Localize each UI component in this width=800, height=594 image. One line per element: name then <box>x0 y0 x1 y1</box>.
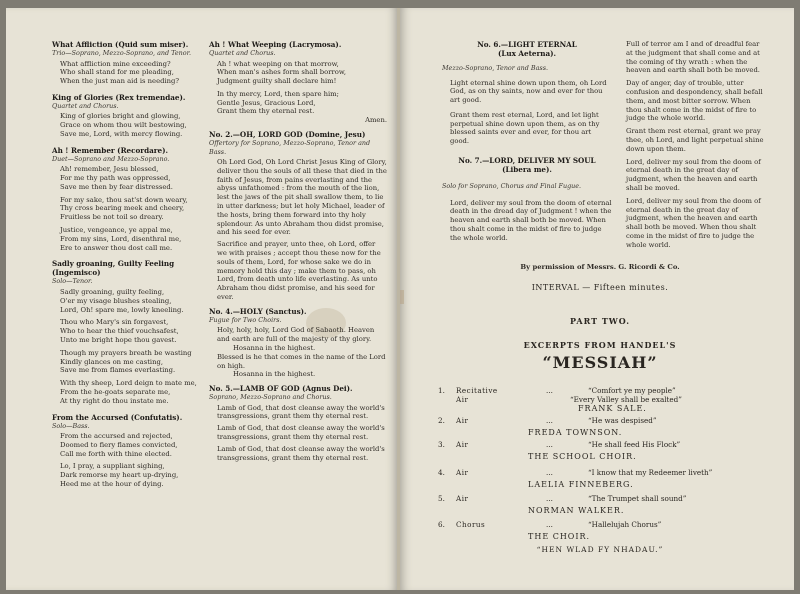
paragraph: Day of anger, day of trouble, utter confusion and despondency, shall befall them, and most bitter sorrow. When thou shalt come in the midst of fire to judge the whole world. <box>626 79 763 123</box>
verse-line: With thy sheep, Lord deign to mate me, <box>60 379 197 388</box>
programme-item <box>438 520 758 544</box>
verse-line: When man's ashes form shall borrow, <box>217 68 346 77</box>
verse-block <box>209 60 387 117</box>
section-title: No. 7.—LORD, DELIVER MY SOUL <box>458 156 596 166</box>
item-type: Air <box>456 395 469 404</box>
verse-line: Justice, vengeance, ye appal me, <box>60 226 173 235</box>
paragraph: Hosanna in the highest. <box>233 370 316 379</box>
programme-item <box>438 494 758 518</box>
verse-line: Who to hear the thief vouchsafest, <box>60 327 179 336</box>
item-title: “The Trumpet shall sound” <box>588 494 687 503</box>
verse-line: Who shall stand for me pleading, <box>60 68 174 77</box>
paragraph: Grant them rest eternal, grant we pray thee, oh Lord, and light perpetual shine down upon them. <box>626 127 764 153</box>
permission-note: By permission of Messrs. G. Ricordi & Co. <box>520 263 680 271</box>
interval-note: INTERVAL — Fifteen minutes. <box>531 283 669 292</box>
verse-line: For me thy path was oppressed, <box>60 174 171 183</box>
section-title-latin: (Libera me). <box>502 165 552 175</box>
section-subtitle: Solo—Bass. <box>52 421 90 430</box>
verse-line: Grant them thy eternal rest. <box>217 107 315 116</box>
item-number: 5. <box>438 494 445 503</box>
section-title: No. 6.—LIGHT ETERNAL <box>477 40 577 49</box>
section-subtitle: Solo for Soprano, Chorus and Final Fugue. <box>442 182 582 191</box>
verse-line: Ah ! what weeping on that morrow, <box>217 59 339 68</box>
excerpts-heading: EXCERPTS FROM HANDEL'S <box>523 340 677 350</box>
verse-block <box>52 432 202 489</box>
section-subtitle: Mezzo-Soprano, Tenor and Bass. <box>442 64 549 72</box>
verse-line: Thou who Mary's sin forgavest, <box>60 318 169 327</box>
left-column-1 <box>52 40 202 489</box>
paragraph: Lamb of God, that dost cleanse away the world's transgressions, grant them thy eternal rest. <box>217 403 385 421</box>
section-subtitle: Solo—Tenor. <box>52 277 93 286</box>
verse-line: From the accursed and rejected, <box>60 432 173 441</box>
item-title: “He shall feed His Flock” <box>588 440 681 449</box>
paragraph: Blessed is he that comes in the name of the Lord on high. <box>217 352 386 370</box>
section-title: King of Glories (Rex tremendae). <box>52 92 186 102</box>
section-title: No. 2.—OH, LORD GOD (Domine, Jesu) <box>209 130 366 140</box>
verse-line: Thy cross bearing meek and cheery, <box>60 204 185 213</box>
performer-name: THE CHOIR. <box>528 532 591 541</box>
dot-leader: ... <box>546 416 553 425</box>
amen-text: Amen. <box>365 116 387 125</box>
verse-line: Ere to answer thou dost call me. <box>60 243 173 252</box>
part-heading: PART TWO. <box>569 316 631 326</box>
programme-item <box>438 386 758 413</box>
verse-line: Dark remorse my heart up-drying, <box>60 471 179 480</box>
performer-name: THE SCHOOL CHOIR. <box>528 452 637 461</box>
item-number: 2. <box>438 416 445 425</box>
item-type: Air <box>456 468 469 477</box>
verse-line: Call me forth with thine elected. <box>60 449 172 458</box>
verse-line: Save me then by fear distressed. <box>60 182 173 191</box>
verse-line: Doomed to fiery flames convicted, <box>60 440 178 449</box>
paragraph: Oh Lord God, Oh Lord Christ Jesus King of Glory, deliver thou the souls of all these that died in the faith of Jesus, from pains everlasting and the abyss unfathomed : from the mouth of the lion, lest the jaws of the pit shall swallow them, to lie in utter darkness; but let holy Michael, leader of the hosts, bring them forward into thy holy splendour. As unto Abraham thou didst promise, and his seed for ever. <box>217 158 387 237</box>
programme-item <box>438 440 758 464</box>
item-type: Air <box>456 440 469 449</box>
item-title: “Every Valley shall be exalted” <box>570 395 682 404</box>
verse-line: In thy mercy, Lord, then spare him; <box>217 89 339 98</box>
performer-name: LAELIA FINNEBERG. <box>528 480 634 489</box>
verse-line: Kindly glances on me casting, <box>60 357 163 366</box>
verse-line: At thy right do thou instate me. <box>60 396 169 405</box>
verse-line: Gentle Jesus, Gracious Lord, <box>217 98 316 107</box>
section-title-latin: (Lux Aeterna). <box>497 49 557 58</box>
programme-item <box>438 468 758 492</box>
section-subtitle: Quartet and Chorus. <box>209 49 276 57</box>
verse-line: Unto me bright hope thou gavest. <box>60 335 177 344</box>
dot-leader: ... <box>546 494 553 503</box>
paragraph: Full of terror am I and of dreadful fear at the judgment that shall come and at the coming of thy wrath : when the heaven and earth shall both be moved. <box>626 40 760 75</box>
performer-name: FRANK SALE. <box>578 404 647 413</box>
verse-block <box>52 288 202 406</box>
verse-line: Ah! remember, Jesu blessed, <box>60 165 159 174</box>
item-number: 1. <box>438 386 445 395</box>
verse-line: Though my prayers breath be wasting <box>60 348 192 357</box>
right-column-1 <box>442 40 612 243</box>
paragraph: Lord, deliver my soul from the doom of eternal death in the great day of judgment, when the heaven and earth shall both be moved. When thou shalt come in the midst of fire to judge the whole world. <box>626 196 761 249</box>
verse-line: Heed me at the hour of dying. <box>60 480 164 488</box>
item-number: 6. <box>438 520 445 529</box>
verse-line: Save me, Lord, with mercy flowing. <box>60 129 183 138</box>
item-type: Air <box>456 494 469 503</box>
verse-line: When the just man aid is needing? <box>60 77 179 86</box>
item-title: “Comfort ye my people” <box>588 386 676 395</box>
messiah-title: “MESSIAH” <box>542 353 658 372</box>
section-subtitle: Quartet and Chorus. <box>52 101 119 110</box>
right-column-2 <box>618 40 764 250</box>
paragraph: Sacrifice and prayer, unto thee, oh Lord, offer we with praises ; accept thou these now for the souls of them, Lord, for whose sake we do in memory hold this day ; make them to pass, oh Lord, from death unto life everlasting. As unto Abraham thou didst promise, and his seed for ever. <box>217 240 381 302</box>
dot-leader: ... <box>546 520 553 529</box>
dot-leader: ... <box>546 440 553 449</box>
section-subtitle: Fugue for Two Choirs. <box>209 315 282 324</box>
verse-line: King of glories bright and glowing, <box>60 112 181 121</box>
verse-line: Lo, I pray, a suppliant sighing, <box>60 462 165 471</box>
section-subtitle: Duet—Soprano and Mezzo-Soprano. <box>52 154 170 163</box>
verse-block <box>52 165 202 252</box>
verse-line: Save me from flames everlasting. <box>60 366 176 375</box>
performer-name: NORMAN WALKER. <box>528 506 625 515</box>
left-page <box>6 8 398 590</box>
verse-line: Sadly groaning, guilty feeling, <box>60 287 165 296</box>
item-title: “Hallelujah Chorus” <box>588 520 662 529</box>
verse-line: From my sins, Lord, disenthral me, <box>60 234 182 243</box>
paragraph: Light eternal shine down upon them, oh Lord God, as on thy saints, now and ever for thou art good. <box>450 78 607 105</box>
section-subtitle: Offertory for Soprano, Mezzo-Soprano, Tenor and Bass. <box>209 139 371 156</box>
performer-name: FREDA TOWNSON. <box>528 428 623 437</box>
section-subtitle: Trio—Soprano, Mezzo-Soprano, and Tenor. <box>52 49 192 57</box>
verse-line: Judgment guilty shall declare him! <box>217 77 337 86</box>
verse-line: For my sake, thou sat'st down weary, <box>60 195 188 204</box>
section-title: From the Accursed (Confutatis). <box>52 412 183 422</box>
item-title: “I know that my Redeemer liveth” <box>588 468 713 477</box>
verse-block <box>52 112 202 138</box>
section-title: What Affliction (Quid sum miser). <box>52 40 189 49</box>
section-title: Sadly groaning, Guilty Feeling (Ingemisco) <box>52 259 175 278</box>
verse-block <box>52 60 202 86</box>
paragraph: Grant them rest eternal, Lord, and let light perpetual shine down upon them, as on thy blessed saints ever and ever, for thou art good. <box>450 110 600 146</box>
verse-line: Grace on whom thou wilt bestowing, <box>60 121 187 130</box>
verse-line: O'er my visage blushes stealing, <box>60 296 172 305</box>
item-number: 4. <box>438 468 445 477</box>
paragraph: Lord, deliver my soul from the doom of eternal death in the great day of judgment, when the heaven and earth shall be moved. <box>626 157 761 192</box>
programme-item <box>438 416 758 440</box>
item-type: Air <box>456 416 469 425</box>
paragraph: Lamb of God, that dost cleanse away the world's transgressions, grant them thy eternal rest. <box>217 424 385 441</box>
staple-mark <box>400 290 404 304</box>
section-title: Ah ! Remember (Recordare). <box>52 145 169 155</box>
item-type: Chorus <box>456 520 486 529</box>
verse-line: Fruitless be not toil so dreary. <box>60 213 164 222</box>
paragraph: Hosanna in the highest. <box>233 343 316 352</box>
left-column-2 <box>209 40 387 462</box>
verse-line: What affliction mine exceeding? <box>60 59 171 68</box>
section-title: Ah ! What Weeping (Lacrymosa). <box>209 40 342 49</box>
item-type: Recitative <box>456 386 498 395</box>
paragraph: Lord, deliver my soul from the doom of eternal death in the dread day of Judgment ! when the heaven and earth shall both be moved. When thou shalt come in the midst of fire to judge the whole world. <box>450 198 612 242</box>
verse-line: Lord, Oh! spare me, lowly kneeling. <box>60 305 184 314</box>
anthem-title: “HEN WLAD FY NHADAU.” <box>536 545 664 554</box>
item-number: 3. <box>438 440 445 449</box>
section-title: No. 4.—HOLY (Sanctus). <box>209 306 307 316</box>
item-title: “He was despised” <box>588 416 657 425</box>
dot-leader: ... <box>546 386 553 395</box>
paragraph: Holy, holy, holy, Lord God of Sabaoth. Heaven and earth are full of the majesty of thy glory. <box>217 326 375 344</box>
section-subtitle: Soprano, Mezzo-Soprano and Chorus. <box>209 393 332 402</box>
paragraph: Lamb of God, that dost cleanse away the world's transgressions, grant them thy eternal rest. <box>217 444 385 462</box>
section-title: No. 5.—LAMB OF GOD (Agnus Dei). <box>209 384 353 394</box>
dot-leader: ... <box>546 468 553 477</box>
verse-line: From the he-goats separate me, <box>60 387 171 396</box>
right-page <box>400 8 794 590</box>
